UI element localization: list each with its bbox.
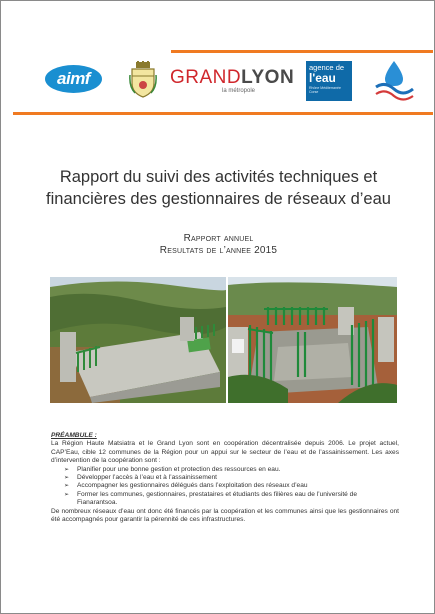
water-reservoir-photo (50, 277, 226, 403)
report-title: Rapport du suivi des activités techniques et financières des gestionnaires de réseaux d’eau (46, 168, 391, 208)
grandlyon-lyon-text: LYON (241, 67, 295, 88)
grandlyon-logo (170, 67, 295, 98)
list-item: ➢ Former les communes, gestionnaires, prestataires et étudiants des filières eau de l’université de Fianarantsoa. (69, 491, 399, 508)
grandlyon-grand-text: GRAND (170, 67, 242, 88)
agence-top-text: agence de (309, 63, 345, 72)
municipal-crest-logo (129, 61, 157, 99)
list-item: ➢ Développer l’accès à l’eau et à l’assainissement (69, 474, 399, 482)
aimf-logo: aimf (45, 65, 102, 93)
grandlyon-subtitle: la métropole (222, 88, 256, 94)
report-subtitle (61, 233, 376, 257)
orange-rule-bottom (13, 112, 433, 115)
subtitle-line-2: Resultats de l’annee 2015 (159, 245, 278, 256)
water-drop-logo (373, 59, 415, 103)
subtitle-line-1: Rapport annuel (183, 233, 254, 244)
intervention-axes-list (51, 466, 399, 508)
partner-logos (1, 56, 434, 108)
agence-small-text: Rhône Méditerranée Corse (309, 86, 341, 94)
agence-main-text: l'eau (309, 71, 336, 85)
preamble-closing: De nombreux réseaux d’eau ont donc été financés par la coopération et les communes ainsi que les gestionnaires ont été accompagnés pour garantir la pérennité de ces infrastructures. (51, 507, 399, 524)
list-item: ➢ Accompagner les gestionnaires délégués dans l’exploitation des réseaux d’eau (69, 482, 399, 490)
preamble-heading: PRÉAMBULE : (51, 432, 97, 439)
agence-de-leau-logo (306, 61, 352, 101)
preamble-intro: La Région Haute Matsiatra et le Grand Lyon sont en coopération décentralisée depuis 2006. Le projet actuel, CAP’Eau, cible 12 communes de la Région pour un appui sur le secteur de l’eau et de l’assainissement. Les axes d’intervention de la coopération sont : (51, 440, 399, 465)
orange-rule-top (171, 50, 433, 53)
preamble-section (51, 432, 399, 524)
fenced-water-source-photo (228, 277, 397, 403)
list-item: ➢ Planifier pour une bonne gestion et protection des ressources en eau. (69, 466, 399, 474)
